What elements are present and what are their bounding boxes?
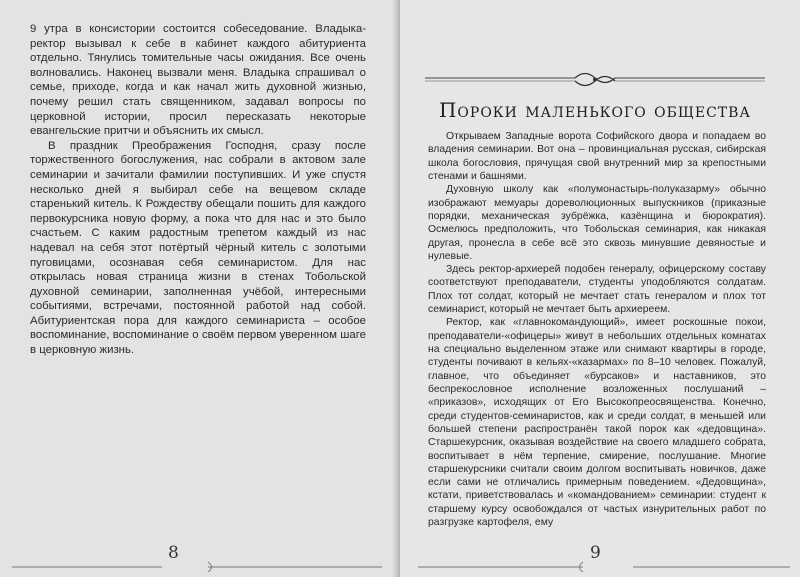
right-page-text bbox=[428, 130, 766, 529]
left-page-text bbox=[30, 22, 366, 358]
right-page-number: 9 bbox=[590, 543, 601, 563]
left-page-number: 8 bbox=[168, 543, 179, 563]
right-footer-ornament bbox=[418, 560, 790, 574]
left-paragraph-1: 9 утра в консистории состоится собеседование. Владыка-ректор вызывал к себе в кабинет каждого абитуриента отдельно. Тянулись томительные часы ожидания. Все очень волновались. Наконец вызвали меня. Владыка спрашивал о семье, приходе, когда и как начал жить духовной жизнью, почему решил стать священником, задавал вопросы по церковной истории, просил пересказать некоторые евангельские притчи и объяснить их смысл. bbox=[30, 23, 366, 138]
left-paragraph-2: В праздник Преображения Господня, сразу после торжественного богослужения, нас собрали в актовом зале семинарии и зачитали фамилии поступивших. И уже спустя несколько дней я выбирал себе на вещевом складе старенький китель. К Рождеству обещали пошить для каждого первокурсника новую форму, а пока что для нас и это было счастьем. С каким радостным трепетом каждый из нас надевал на себя этот потёртый чёрный китель с золотыми пуговицами, осознавая себя семинаристом. Для нас открылась новая страница жизни в стенах Тобольской духовной семинарии, заполненная учёбой, интересными событиями, встречами, постоянной работой над собой. Абитуриентская пора для каждого семинариста – особое воспоминание, воспоминание о своём первом уверенном шаге в церковную жизнь. bbox=[30, 139, 366, 357]
right-paragraph-1: Открываем Западные ворота Софийского двора и попадаем во владения семинарии. Вот она – провинциальная русская, сибирская школа богословия, прячущая свой внутренний мир за крепостными стенами и башнями. bbox=[428, 131, 766, 182]
right-paragraph-3: Здесь ректор-архиерей подобен генералу, офицерскому составу соответствуют преподаватели, студенты уподобляются солдатам. Плох тот солдат, который не мечтает стать генералом и плох тот семинарист, который не мечтает быть архиереем. bbox=[428, 264, 766, 316]
chapter-title: Пороки маленького общества bbox=[438, 98, 752, 122]
right-paragraph-4: Ректор, как «главнокомандующий», имеет роскошные покои, преподаватели-«офицеры» живут в небольших отдельных комнатах на специально выделенном этаже или снимают квартиры в городе, студенты почивают в кельях-«казармах» по 8–10 человек. Пожалуй, главное, что объединяет «бурсаков» и наставников, это беспрекословное исполнение возложенных послушаний – «приказов», исходящих от Его Высокопреосвященства. Конечно, среди студентов-семинаристов, как и среди солдат, в меньшей или большей степени распространён такой порок как «дедовщина». Старшекурсник, оказывая воздействие на своего младшего собрата, воспитывает в нём терпение, смирение, послушание. Многие старшекурсники считали своим долгом воспитывать новичков, даже если сами не отличались примерным поведением. «Дедовщина», кстати, приветствовалась и «командованием» семинарии: студент к старшему курсу освобождался от частых изнурительных работ по разгрузке картофеля, ему bbox=[428, 317, 766, 529]
right-paragraph-2: Духовную школу как «полумонастырь-полуказарму» обычно изображают мемуары дореволюционных выпускников (приказные порядки, механическая зубрёжка, казёнщина и бюрократия). Осмелюсь предположить, что Тобольская семинария, как никакая другая, пронесла в себе всё это сквозь минувшие девяностые и нулевые. bbox=[428, 184, 766, 262]
left-footer-ornament bbox=[12, 560, 382, 574]
title-ornament bbox=[425, 65, 765, 91]
